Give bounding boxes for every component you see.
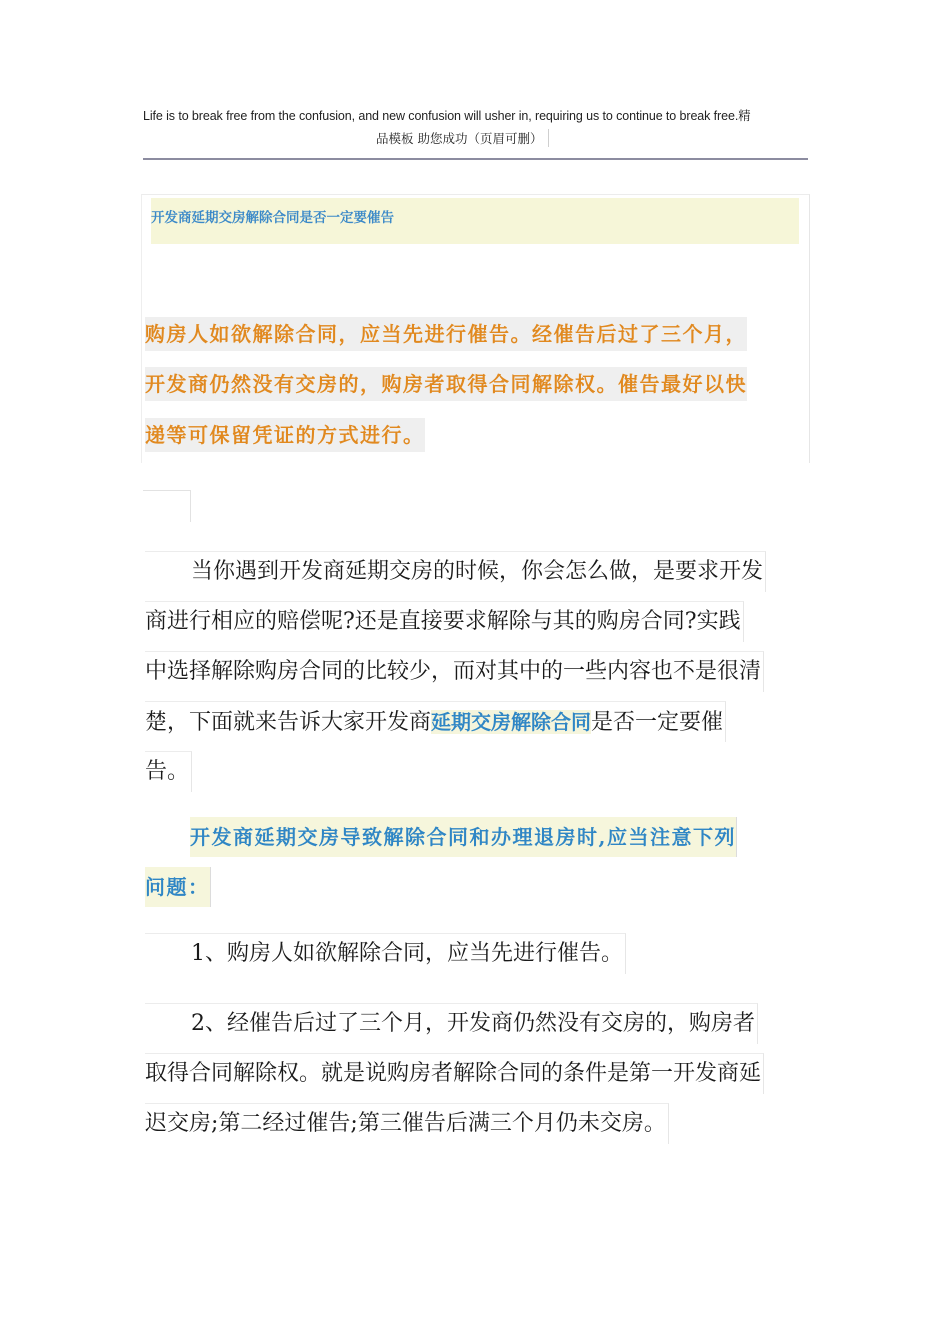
intro-text-before-link: 楚，下面就来告诉大家开发商 [145, 710, 432, 735]
header-divider [143, 158, 808, 160]
page-header-line: Life is to break free from the confusion, and new confusion will usher in, requiring us to continue to break free.精 [143, 109, 751, 123]
intro-paragraph-line-3: 中选择解除购房合同的比较少，而对其中的一些内容也不是很清 [145, 651, 764, 692]
subheading-line-1: 开发商延期交房导致解除合同和办理退房时,应当注意下列 [190, 817, 737, 857]
summary-line-2: 开发商仍然没有交房的，购房者取得合同解除权。催告最好以快 [145, 367, 747, 401]
document-title: 开发商延期交房解除合同是否一定要催告 [151, 210, 394, 226]
summary-line-1: 购房人如欲解除合同，应当先进行催告。经催告后过了三个月， [145, 317, 747, 351]
list-item-2-line-3: 迟交房;第二经过催告;第三催告后满三个月仍未交房。 [145, 1103, 669, 1144]
intro-paragraph-line-1: 当你遇到开发商延期交房的时候，你会怎么做，是要求开发 [145, 551, 766, 592]
empty-cell [143, 490, 191, 522]
subheading-line-2: 问题： [145, 867, 211, 907]
intro-text-after-link: 是否一定要催 [591, 710, 724, 735]
list-item-1: 1、购房人如欲解除合同，应当先进行催告。 [145, 933, 626, 974]
list-item-2-line-1: 2、经催告后过了三个月，开发商仍然没有交房的，购房者 [145, 1003, 758, 1044]
intro-paragraph-line-5: 告。 [145, 751, 192, 792]
article-link[interactable]: 延期交房解除合同 [431, 710, 592, 734]
intro-paragraph-line-2: 商进行相应的赔偿呢?还是直接要求解除与其的购房合同?实践 [145, 601, 744, 642]
intro-paragraph-line-4 [145, 701, 726, 742]
list-item-2-line-2: 取得合同解除权。就是说购房者解除合同的条件是第一开发商延 [145, 1053, 764, 1094]
summary-line-3: 递等可保留凭证的方式进行。 [145, 418, 425, 452]
page-header-line-2: 品模板 助您成功（页眉可删） [376, 129, 549, 147]
